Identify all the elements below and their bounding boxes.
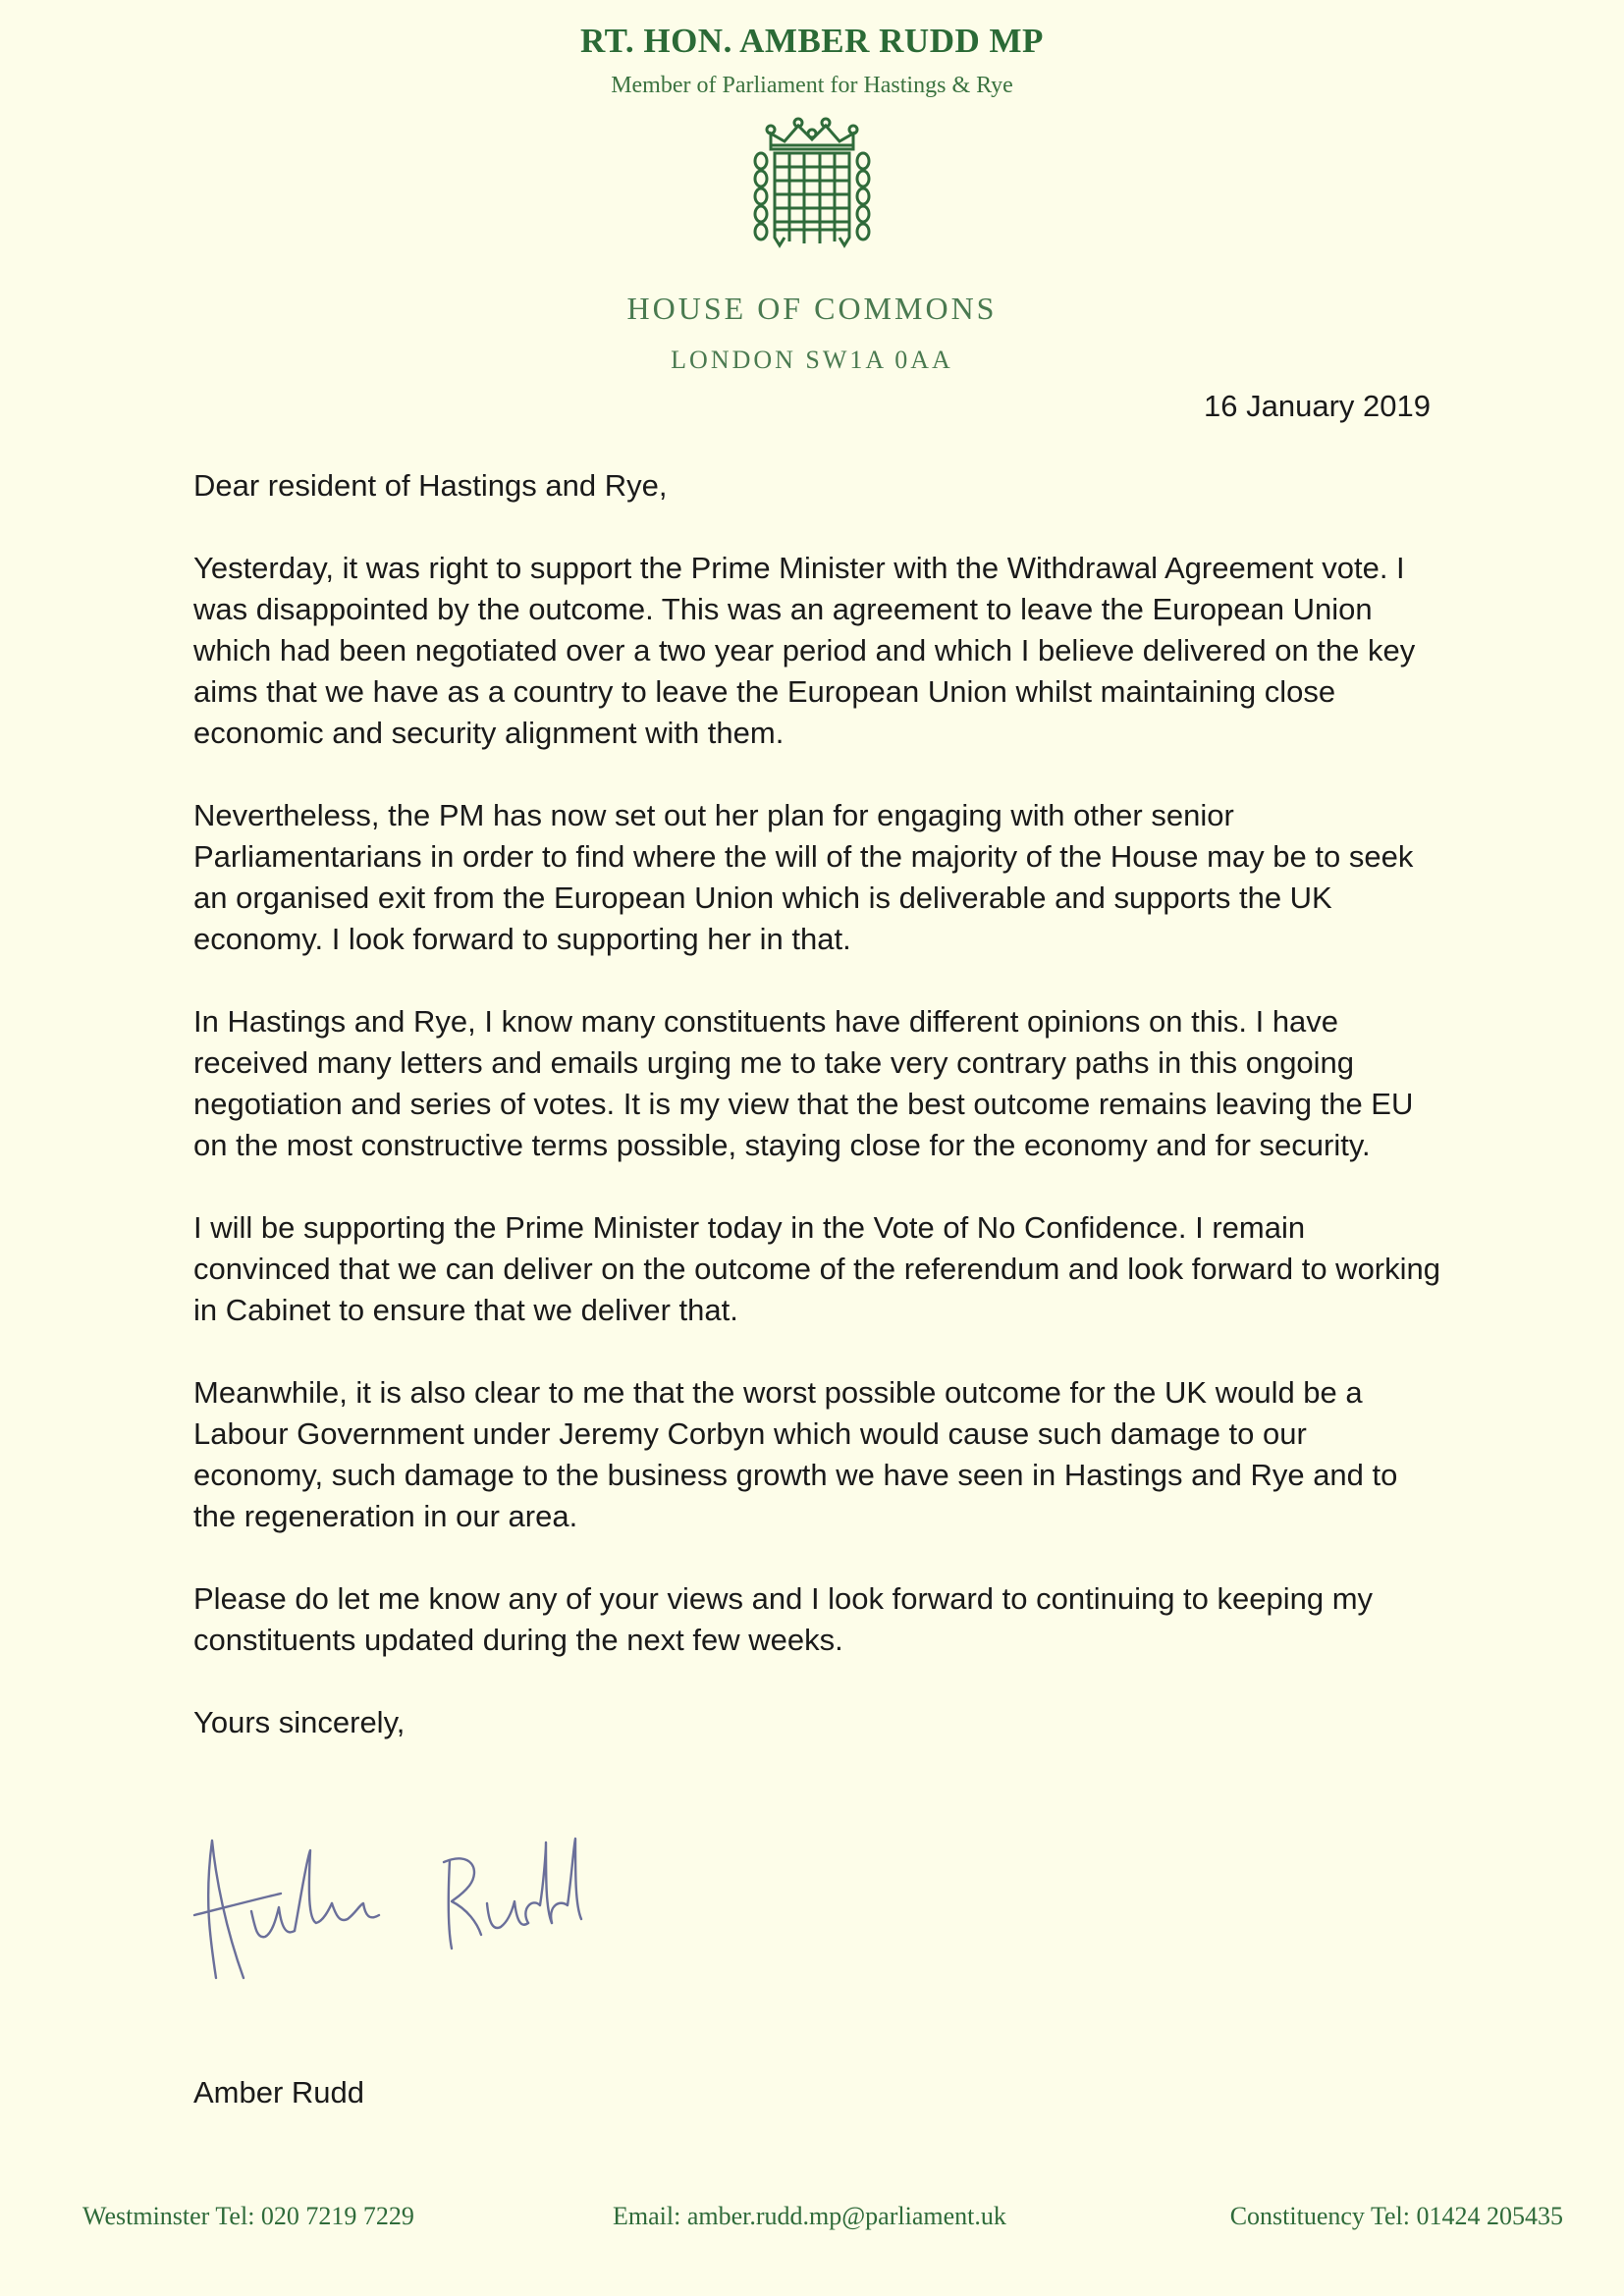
signer-name: Amber Rudd (193, 2075, 365, 2109)
footer-westminster-tel: Westminster Tel: 020 7219 7229 (82, 2202, 414, 2230)
letter-date: 16 January 2019 (1204, 389, 1431, 423)
handwritten-signature (187, 1821, 638, 1998)
paragraph-4: I will be supporting the Prime Minister today in the Vote of No Confidence. I remain convinced that we can deliver on the outcome of the referendum and look forward to working in Cabinet to ensure that we deliver that. (193, 1210, 1441, 1327)
paragraph-2: Nevertheless, the PM has now set out her plan for engaging with other senior Parliamentarians in order to find where the will of the majority of the House may be to seek an organised exit from the European Union which is deliverable and supports the UK economy. I look forward to supporting her in that. (193, 798, 1414, 956)
paragraph-3: In Hastings and Rye, I know many constituents have different opinions on this. I have received many letters and emails urging me to take very contrary paths in this ongoing negotiation and series of votes. It is my view that the best outcome remains leaving the EU on the most constructive terms possible, staying close for the economy and for security. (193, 1004, 1414, 1162)
mp-role: Member of Parliament for Hastings & Rye (611, 73, 1013, 98)
portcullis-icon (749, 116, 875, 253)
footer-constituency-tel: Constituency Tel: 01424 205435 (1229, 2202, 1563, 2230)
paragraph-6: Please do let me know any of your views and I look forward to continuing to keeping my constituents updated during the next few weeks. (193, 1581, 1374, 1657)
letter-body (193, 465, 1440, 1785)
footer-email: Email: amber.rudd.mp@parliament.uk (613, 2202, 1006, 2230)
mp-name: RT. HON. AMBER RUDD MP (580, 22, 1044, 60)
closing: Yours sincerely, (193, 1705, 406, 1739)
house-of-commons: HOUSE OF COMMONS (626, 291, 998, 326)
paragraph-1: Yesterday, it was right to support the Prime Minister with the Withdrawal Agreement vote. I was disappointed by the outcome. This was an agreement to leave the European Union which had been negotiated over a two year period and which I believe delivered on the key aims that we have as a country to leave the European Union whilst maintaining close economic and security alignment with them. (193, 551, 1416, 750)
salutation: Dear resident of Hastings and Rye, (193, 468, 668, 503)
letterhead-address: LONDON SW1A 0AA (671, 346, 953, 374)
paragraph-5: Meanwhile, it is also clear to me that the worst possible outcome for the UK would be a Labour Government under Jeremy Corbyn which would cause such damage to our economy, such damage to the business growth we have seen in Hastings and Rye and to the regeneration in our area. (193, 1375, 1398, 1533)
